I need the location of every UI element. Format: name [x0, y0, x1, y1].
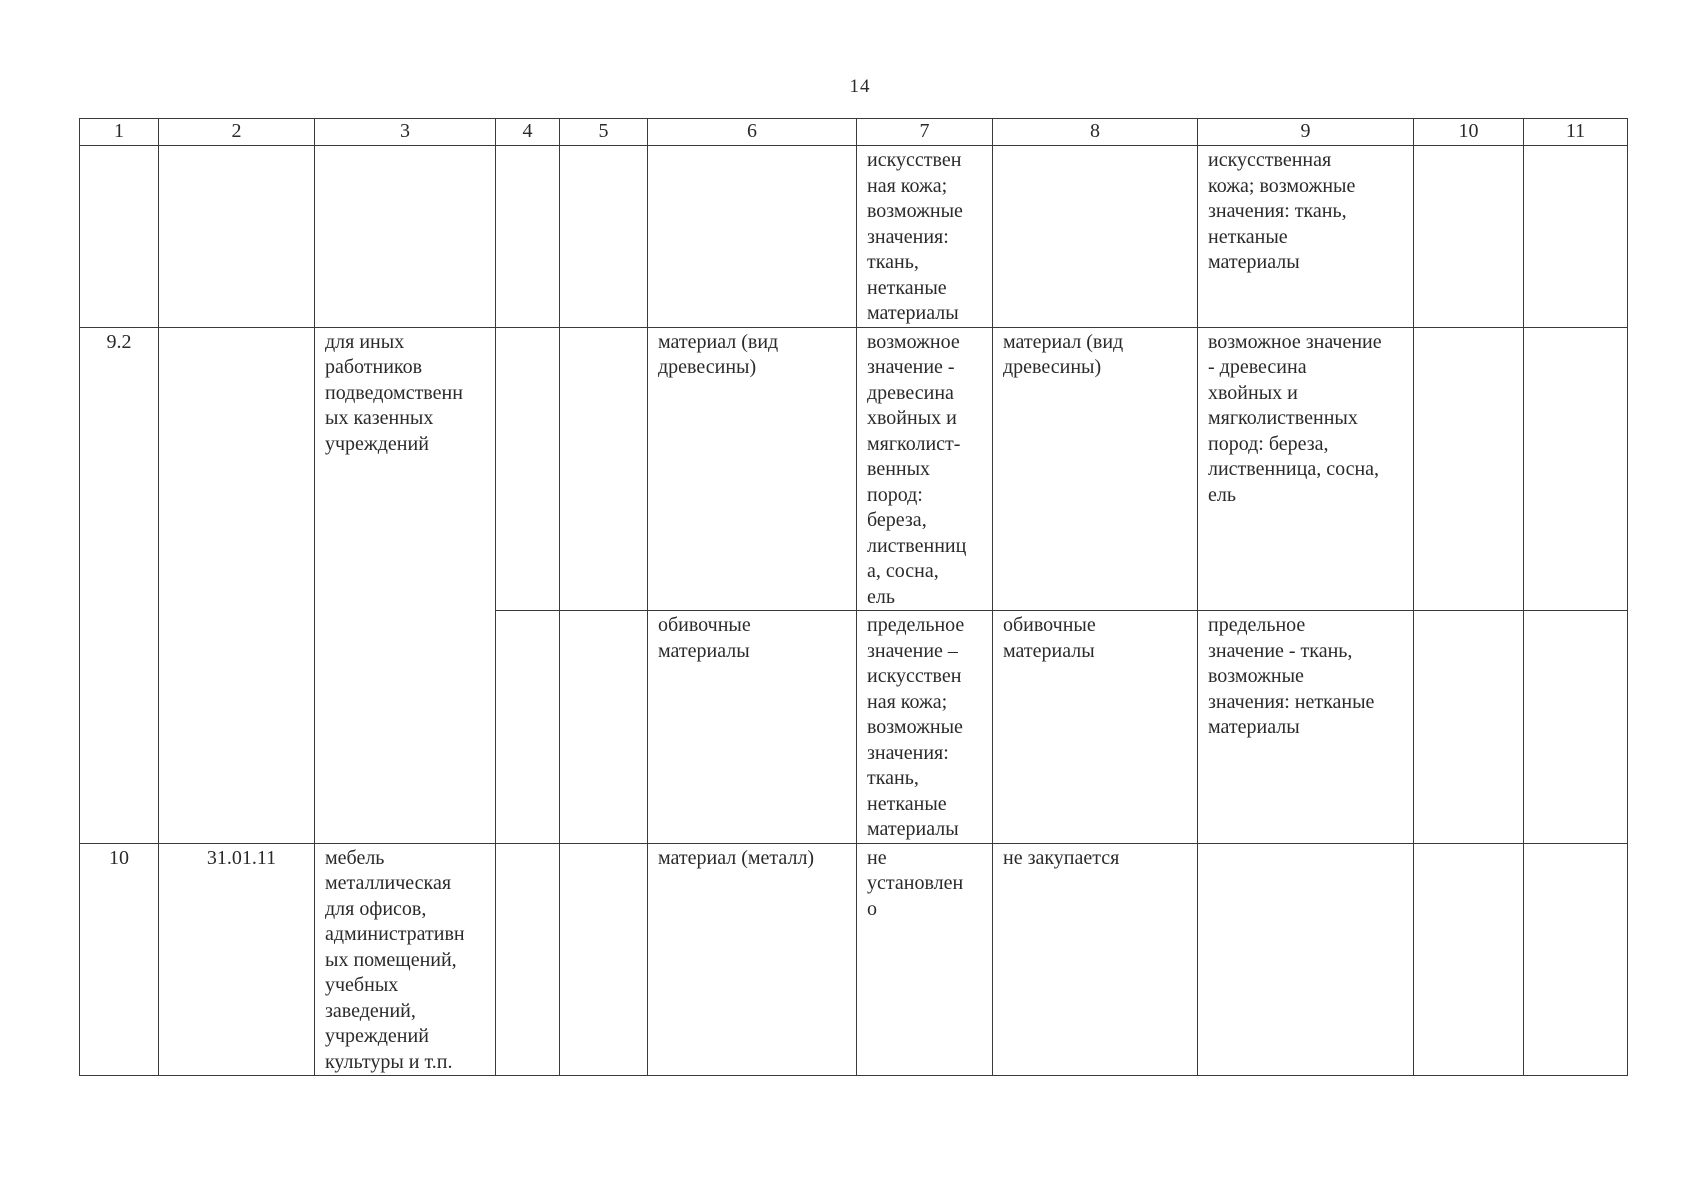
- header-cell: 3: [315, 119, 496, 146]
- table-cell: материал (вид древесины): [648, 327, 857, 611]
- table-cell: [496, 843, 560, 1076]
- table-cell: [1524, 611, 1628, 844]
- table-cell: предельное значение – искусствен ная кожа; возможные значения: ткань, нетканые материалы: [857, 611, 993, 844]
- table-cell: [993, 146, 1198, 328]
- table-cell: [648, 146, 857, 328]
- table-cell: [1524, 843, 1628, 1076]
- header-cell: 5: [560, 119, 648, 146]
- table-row-10: [80, 843, 1628, 1076]
- row-number: 10: [80, 843, 159, 1076]
- header-cell: 1: [80, 119, 159, 146]
- table-cell: [159, 146, 315, 328]
- table-cell: [1414, 611, 1524, 844]
- table-cell: не установлен о: [857, 843, 993, 1076]
- table-cell: [159, 327, 315, 843]
- header-cell: 8: [993, 119, 1198, 146]
- table-cell: [560, 146, 648, 328]
- table-cell: [315, 146, 496, 328]
- table-cell: [560, 327, 648, 611]
- header-cell: 9: [1198, 119, 1414, 146]
- header-cell: 4: [496, 119, 560, 146]
- table-cell: [1414, 146, 1524, 328]
- table-cell: возможное значение - древесина хвойных и мягколиственных пород: береза, лиственница, сосна, ель: [1198, 327, 1414, 611]
- table-cell: [496, 611, 560, 844]
- header-cell: 6: [648, 119, 857, 146]
- table-cell: возможное значение - древесина хвойных и мягколист- венных пород: береза, лиственниц а, сосна, ель: [857, 327, 993, 611]
- table-cell: не закупается: [993, 843, 1198, 1076]
- header-row: [80, 119, 1628, 146]
- table-cell: обивочные материалы: [993, 611, 1198, 844]
- header-cell: 10: [1414, 119, 1524, 146]
- table-cell: [80, 146, 159, 328]
- table-cell: [1414, 843, 1524, 1076]
- table-row-9-2: [80, 327, 1628, 611]
- row-number: 9.2: [80, 327, 159, 843]
- table-cell: [1198, 843, 1414, 1076]
- table-cell: [496, 327, 560, 611]
- table-cell: материал (металл): [648, 843, 857, 1076]
- table-cell: обивочные материалы: [648, 611, 857, 844]
- table-cell: [560, 611, 648, 844]
- table-cell: материал (вид древесины): [993, 327, 1198, 611]
- page-number: 14: [849, 76, 871, 97]
- table-cell: [560, 843, 648, 1076]
- table-cell: искусственная кожа; возможные значения: ткань, нетканые материалы: [1198, 146, 1414, 328]
- table-cell: предельное значение - ткань, возможные значения: нетканые материалы: [1198, 611, 1414, 844]
- table-cell: [496, 146, 560, 328]
- table-cell: [1524, 327, 1628, 611]
- continuation-row: [80, 146, 1628, 328]
- header-cell: 7: [857, 119, 993, 146]
- table-cell: [1414, 327, 1524, 611]
- table-cell: для иных работников подведомственн ых казенных учреждений: [315, 327, 496, 843]
- header-cell: 2: [159, 119, 315, 146]
- table-cell: мебель металлическая для офисов, административн ых помещений, учебных заведений, учреждений культуры и т.п.: [315, 843, 496, 1076]
- okpd-code: 31.01.11: [159, 843, 315, 1076]
- table-cell: искусствен ная кожа; возможные значения: ткань, нетканые материалы: [857, 146, 993, 328]
- table-cell: [1524, 146, 1628, 328]
- specification-table: [79, 118, 1628, 1076]
- header-cell: 11: [1524, 119, 1628, 146]
